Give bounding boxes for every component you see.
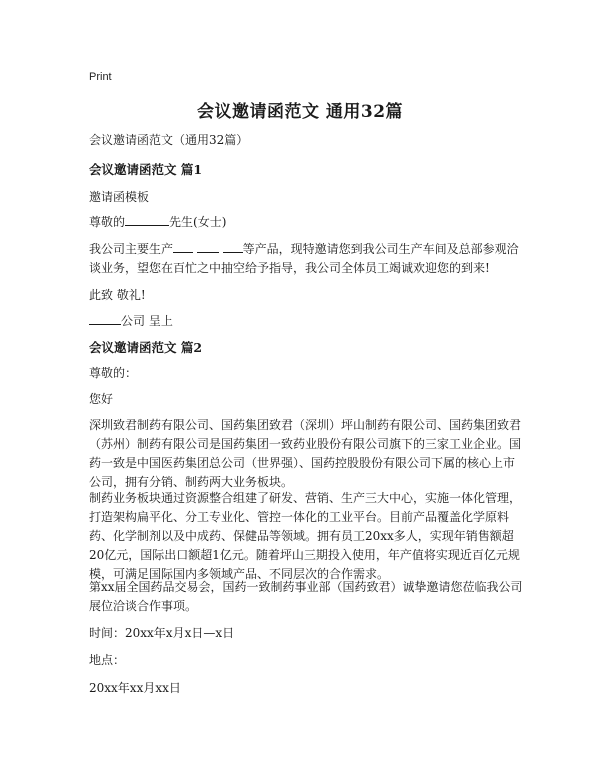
body-prefix: 我公司主要生产 [89,242,174,256]
company-intro-paragraph: 深圳致君制药有限公司、国药集团致君（深圳）坪山制药有限公司、国药集团致君（苏州）制药有限公司是国药集团一致药业股份有限公司旗下的三家工业企业。国药一致是中国医药集团总公司（世界强）、国药控股股份有限公司下属的核心上市公司，拥有分销、制药两大业务板块。 [89,418,522,489]
invitation-paragraph: 第xx届全国药品交易会，国药一致制药事业部（国药致君）诚挚邀请您莅临我公司展位洽谈合作事项。 [89,580,523,613]
letter-date: 20xx年xx月xx日 [89,681,181,695]
salutation-line [89,213,525,232]
name-blank [125,213,169,226]
greeting: 您好 [89,392,114,406]
event-time: 时间：20xx年x月x日—x日 [89,626,235,640]
business-paragraph: 制药业务板块通过资源整合组建了研发、营销、生产三大中心，实施一体化管理，打造架构扁平化、分工专业化、管控一体化的工业平台。目前产品覆盖化学原料药、化学制剂以及中成药、保健品等领域。拥有员工20xx多人，实现年销售额超20亿元，国际出口额超1亿元。随着坪山三期投入使用，年产值将实现近百亿元规模，可满足国际国内多领域产品、不同层次的合作需求。 [89,491,522,581]
section-2-heading: 会议邀请函范文 篇2 [89,340,203,355]
section-2-salutation: 尊敬的： [89,366,138,380]
product-blank-3 [223,240,243,253]
product-blank-2 [197,240,219,253]
salutation-prefix: 尊敬的 [89,215,126,229]
template-label: 邀请函模板 [89,190,150,204]
closing-line: 此致 敬礼! [89,288,146,302]
signature-suffix: 公司 呈上 [121,314,173,328]
signature-line [89,312,525,331]
invitation-body [89,240,525,278]
company-blank [89,312,121,325]
page-title: 会议邀请函范文 通用32篇 [196,102,404,122]
doc-subtitle: 会议邀请函范文（通用32篇） [89,133,249,147]
section-1-heading: 会议邀请函范文 篇1 [89,162,203,177]
print-link[interactable]: Print [89,71,112,83]
salutation-suffix: 先生(女士) [169,215,227,229]
product-blank-1 [173,240,193,253]
event-place: 地点： [89,653,126,667]
body-suffix: 等产品，现特邀请您到我公司生产车间及总部参观洽谈业务，望您在百忙之中抽空给予指导，我公司全体员工竭诚欢迎您的到来! [89,242,519,275]
